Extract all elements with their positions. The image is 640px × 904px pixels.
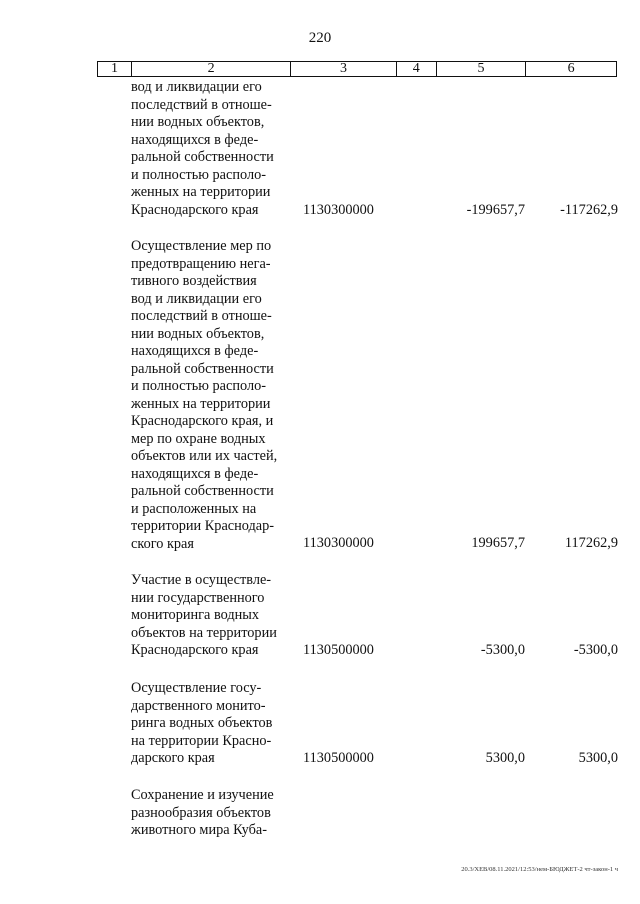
row-value-col5: -5300,0	[480, 642, 525, 658]
description-line: находящихся в феде-	[131, 131, 259, 148]
description-line: предотвращению нега-	[131, 255, 271, 272]
description-line: ральной собственности	[131, 360, 274, 377]
header-col-2: 2	[132, 62, 291, 76]
row-description	[131, 79, 291, 219]
description-line: вод и ликвидации его	[131, 290, 262, 307]
description-line: ральной собственности	[131, 483, 274, 499]
row-value-col6: 117262,9	[564, 535, 618, 551]
description-line: Осуществление мер по	[131, 238, 272, 254]
description-line: на территории Красно-	[131, 732, 272, 749]
description-line: дарского края	[131, 750, 215, 766]
row-code: 1130300000	[303, 535, 374, 551]
row-value-col6: 5300,0	[578, 750, 618, 766]
description-line: объектов на территории	[131, 624, 277, 641]
description-line: находящихся в феде-	[131, 343, 259, 359]
description-line: Осуществление госу-	[131, 680, 262, 696]
description-line: ринга водных объектов	[131, 715, 273, 731]
description-line: находящихся в феде-	[131, 465, 259, 482]
description-line: Краснодарского края	[131, 642, 259, 658]
description-line: нии государственного	[131, 589, 265, 606]
row-description	[131, 572, 291, 660]
row-value-col5: -199657,7	[466, 202, 525, 218]
row-value-col6: -117262,9	[560, 202, 618, 218]
header-col-5: 5	[437, 62, 527, 76]
description-line: Краснодарского края	[131, 201, 259, 218]
row-value-col5: 5300,0	[485, 750, 525, 766]
description-line: мониторинга водных	[131, 607, 260, 623]
row-description	[131, 787, 291, 840]
table-header	[97, 61, 617, 77]
description-line: нии водных объектов,	[131, 325, 265, 342]
row-description	[131, 680, 291, 768]
description-line: Сохранение и изучение	[131, 787, 274, 803]
row-value-col5: 199657,7	[471, 535, 525, 551]
description-line: ральной собственности	[131, 149, 274, 165]
description-line: объектов или их частей,	[131, 448, 278, 464]
description-line: разнообразия объектов	[131, 804, 271, 821]
row-value-col6: -5300,0	[573, 642, 618, 658]
description-line: мер по охране водных	[131, 430, 266, 447]
description-line: женных на территории	[131, 395, 271, 412]
header-col-3: 3	[291, 62, 397, 76]
header-col-1: 1	[98, 62, 132, 76]
description-line: последствий в отноше-	[131, 308, 272, 324]
header-col-6: 6	[567, 61, 575, 76]
description-line: вод и ликвидации его	[131, 79, 262, 95]
row-description	[131, 238, 291, 553]
row-code: 1130500000	[303, 750, 374, 766]
footer-stamp: 20.3/ХЕВ/08.11.2021/12:53/нем-БЮДЖЕТ-2 чт-закон-1 ч	[461, 866, 618, 873]
description-line: Краснодарского края, и	[131, 413, 274, 429]
description-line: и полностью располо-	[131, 378, 266, 394]
row-code: 1130300000	[303, 202, 374, 218]
description-line: и полностью располо-	[131, 166, 266, 183]
description-line: Участие в осуществле-	[131, 572, 272, 588]
description-line: нии водных объектов,	[131, 114, 265, 130]
description-line: территории Краснодар-	[131, 518, 275, 534]
row-code: 1130500000	[303, 642, 374, 658]
description-line: и расположенных на	[131, 500, 257, 517]
description-line: животного мира Куба-	[131, 822, 267, 838]
description-line: дарственного монито-	[131, 697, 266, 714]
page-number: 220	[308, 30, 332, 46]
description-line: женных на территории	[131, 184, 271, 200]
description-line: тивного воздействия	[131, 273, 257, 289]
description-line: ского края	[131, 535, 194, 552]
description-line: последствий в отноше-	[131, 96, 272, 113]
header-col-4: 4	[397, 62, 437, 76]
